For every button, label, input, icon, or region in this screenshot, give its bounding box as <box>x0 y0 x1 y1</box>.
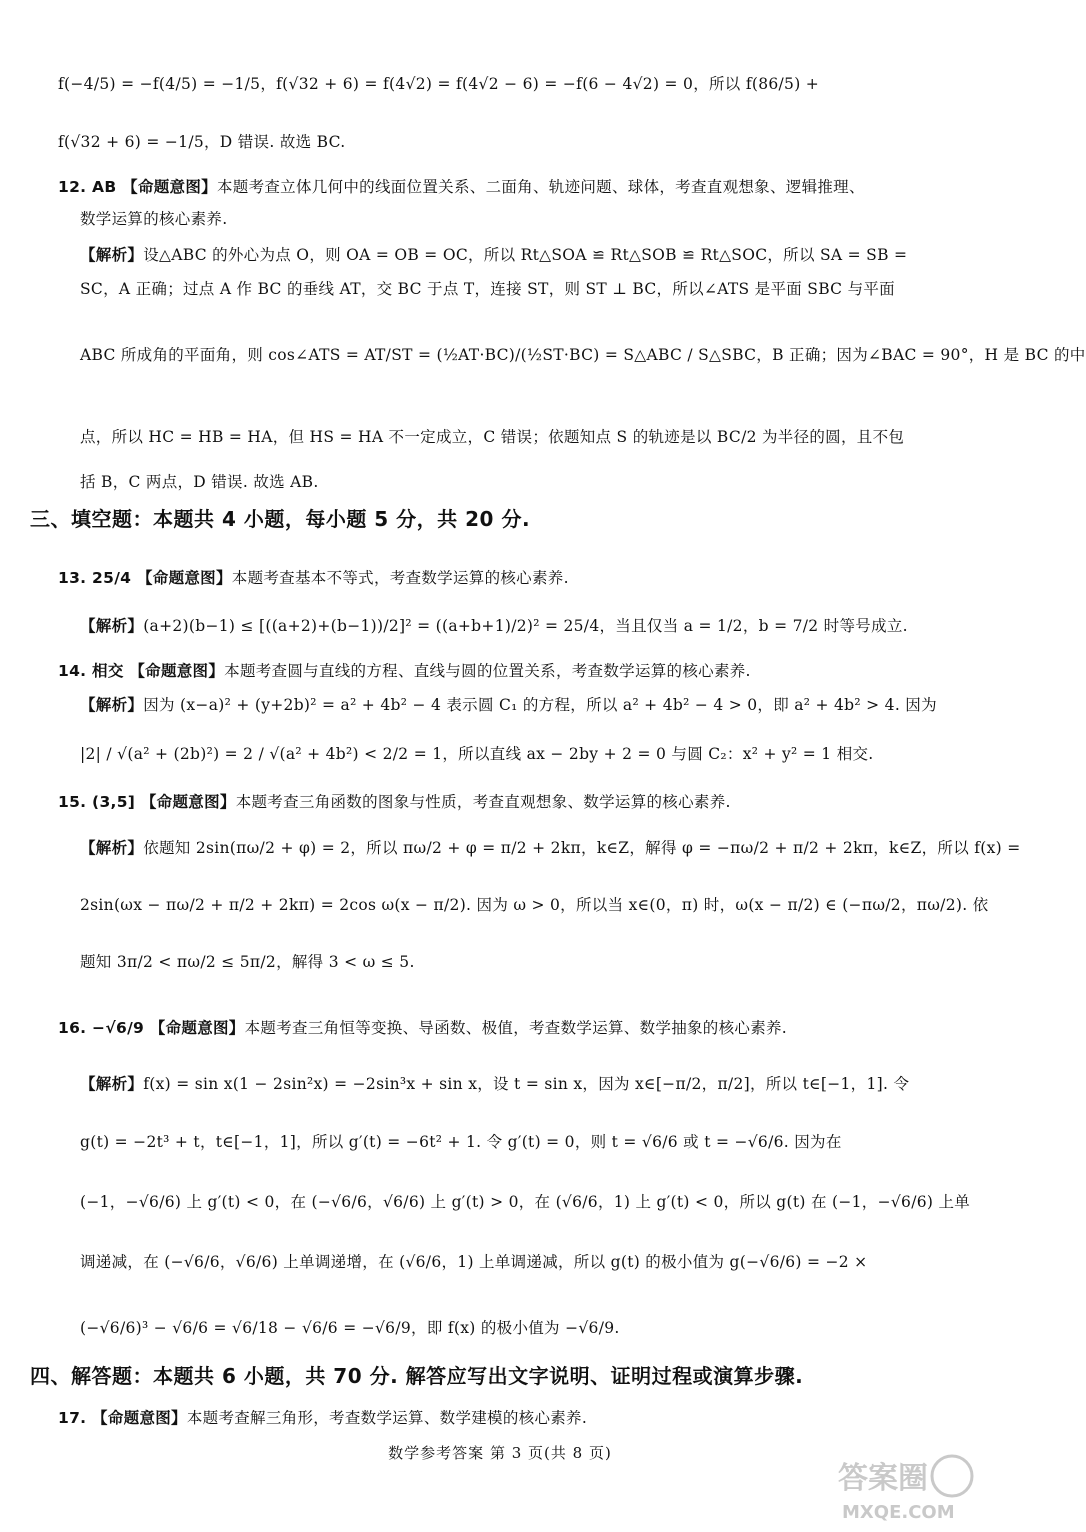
line-text: (−√6/6)³ − √6/6 = √6/18 − √6/6 = −√6/9，即 f(x) 的极小值为 −√6/9. <box>80 1319 620 1337</box>
line-text: 点，所以 HC = HB = HA，但 HS = HA 不一定成立，C 错误；依题知点 S 的轨迹是以 BC/2 为半径的圆，且不包 <box>80 428 905 446</box>
line-text: f(x) = sin x(1 − 2sin²x) = −2sin³x + sin x，设 t = sin x，因为 x∈[−π/2，π/2]，所以 t∈[−1，1]. 令 <box>143 1075 910 1093</box>
line-tag: 14. 相交 【命题意图】 <box>58 662 225 680</box>
text-line <box>80 1250 976 1274</box>
text-line <box>80 243 976 267</box>
line-text: 本题考查三角函数的图象与性质，考查直观想象、数学运算的核心素养. <box>235 793 731 811</box>
watermark-logo <box>832 1452 982 1524</box>
section-4-title: 四、解答题：本题共 6 小题，共 70 分. 解答应写出文字说明、证明过程或演算步骤. <box>30 1364 804 1388</box>
text-line <box>80 836 1021 860</box>
line-tag: 【解析】 <box>80 1075 144 1093</box>
line-text: f(−4/5) = −f(4/5) = −1/5，f(√32 + 6) = f(4√2) = f(4√2 − 6) = −f(6 − 4√2) = 0，所以 f(86/5) + <box>58 75 820 93</box>
watermark-logo-icon <box>832 1452 982 1524</box>
line-tag: 【解析】 <box>80 839 144 857</box>
line-tag: 【解析】 <box>80 696 144 714</box>
text-line <box>80 693 976 717</box>
text-line <box>80 950 976 974</box>
line-text: 依题知 2sin(πω/2 + φ) = 2，所以 πω/2 + φ = π/2 + 2kπ，k∈Z，解得 φ = −πω/2 + π/2 + 2kπ，k∈Z，所以 f(x) = <box>143 839 1021 857</box>
text-line <box>80 1072 976 1096</box>
line-text: 本题考查立体几何中的线面位置关系、二面角、轨迹问题、球体，考查直观想象、逻辑推理、 <box>216 178 865 196</box>
line-text: 设△ABC 的外心为点 O，则 OA = OB = OC，所以 Rt△SOA ≌ Rt△SOB ≌ Rt△SOC，所以 SA = SB = <box>143 246 908 264</box>
line-text: 2sin(ωx − πω/2 + π/2 + 2kπ) = 2cos ω(x − π/2). 因为 ω > 0，所以当 x∈(0，π) 时，ω(x − π/2) ∈ (−πω/2，πω/2). 依 <box>80 896 989 914</box>
line-tag: 12. AB 【命题意图】 <box>58 178 217 196</box>
line-text: (a+2)(b−1) ≤ [((a+2)+(b−1))/2]² = ((a+b+1)/2)² = 25/4，当且仅当 a = 1/2，b = 7/2 时等号成立. <box>143 617 908 635</box>
section-3-title: 三、填空题：本题共 4 小题，每小题 5 分，共 20 分. <box>30 507 531 531</box>
text-line <box>80 1130 976 1154</box>
text-line <box>58 175 976 199</box>
text-line <box>80 277 976 301</box>
line-text: 本题考查基本不等式，考查数学运算的核心素养. <box>231 569 569 587</box>
line-text: |2| / √(a² + (2b)²) = 2 / √(a² + 4b²) < 2/2 = 1，所以直线 ax − 2by + 2 = 0 与圆 C₂：x² + y² = 1 相交. <box>80 745 874 763</box>
line-text: g(t) = −2t³ + t，t∈[−1，1]，所以 g′(t) = −6t² + 1. 令 g′(t) = 0，则 t = √6/6 或 t = −√6/6. 因为在 <box>80 1133 842 1151</box>
line-text: 因为 (x−a)² + (y+2b)² = a² + 4b² − 4 表示圆 C₁ 的方程，所以 a² + 4b² − 4 > 0，即 a² + 4b² > 4. 因为 <box>143 696 937 714</box>
text-line <box>58 790 976 814</box>
text-line <box>80 425 976 449</box>
line-text: f(√32 + 6) = −1/5，D 错误. 故选 BC. <box>58 133 346 151</box>
line-text: ABC 所成角的平面角，则 cos∠ATS = AT/ST = (½AT·BC)/(½ST·BC) = S△ABC / S△SBC，B 正确；因为∠BAC = 90°，H 是 BC 的中 <box>80 346 1086 364</box>
text-line <box>58 566 976 590</box>
text-line <box>80 207 976 231</box>
line-tag: 【解析】 <box>80 246 144 264</box>
text-line <box>80 614 976 638</box>
line-text: 数学运算的核心素养. <box>80 210 228 228</box>
line-text: 括 B，C 两点，D 错误. 故选 AB. <box>80 473 319 491</box>
line-text: (−1，−√6/6) 上 g′(t) < 0，在 (−√6/6，√6/6) 上 g′(t) > 0，在 (√6/6，1) 上 g′(t) < 0，所以 g(t) 在 (−1，−√6/6) 上单 <box>80 1193 971 1211</box>
line-tag: 17. 【命题意图】 <box>58 1409 187 1427</box>
text-line <box>58 130 976 154</box>
text-line <box>58 659 976 683</box>
line-text: 题知 3π/2 < πω/2 ≤ 5π/2，解得 3 < ω ≤ 5. <box>80 953 415 971</box>
text-line <box>80 343 1086 367</box>
line-text: 调递减，在 (−√6/6，√6/6) 上单调递增，在 (√6/6，1) 上单调递减，所以 g(t) 的极小值为 g(−√6/6) = −2 × <box>80 1253 868 1271</box>
watermark-url: MXQE.COM <box>842 1502 955 1523</box>
line-text: 本题考查圆与直线的方程、直线与圆的位置关系，考查数学运算的核心素养. <box>224 662 751 680</box>
line-tag: 16. −√6/9 【命题意图】 <box>58 1019 245 1037</box>
text-line <box>58 72 976 96</box>
text-line <box>80 470 976 494</box>
line-tag: 15. (3,5] 【命题意图】 <box>58 793 236 811</box>
text-line <box>80 742 976 766</box>
line-tag: 13. 25/4 【命题意图】 <box>58 569 232 587</box>
text-line <box>58 1406 976 1430</box>
line-text: 本题考查解三角形，考查数学运算、数学建模的核心素养. <box>186 1409 588 1427</box>
watermark-circle <box>932 1456 972 1496</box>
text-line <box>80 1190 976 1214</box>
watermark-title: 答案圈 <box>838 1461 928 1496</box>
line-text: SC，A 正确；过点 A 作 BC 的垂线 AT，交 BC 于点 T，连接 ST，则 ST ⊥ BC，所以∠ATS 是平面 SBC 与平面 <box>80 280 895 298</box>
text-line <box>80 893 989 917</box>
line-tag: 【解析】 <box>80 617 144 635</box>
line-text: 本题考查三角恒等变换、导函数、极值，考查数学运算、数学抽象的核心素养. <box>244 1019 788 1037</box>
page-footer: 数学参考答案 第 3 页(共 8 页) <box>388 1444 612 1462</box>
text-line <box>80 1316 976 1340</box>
text-line <box>58 1016 976 1040</box>
